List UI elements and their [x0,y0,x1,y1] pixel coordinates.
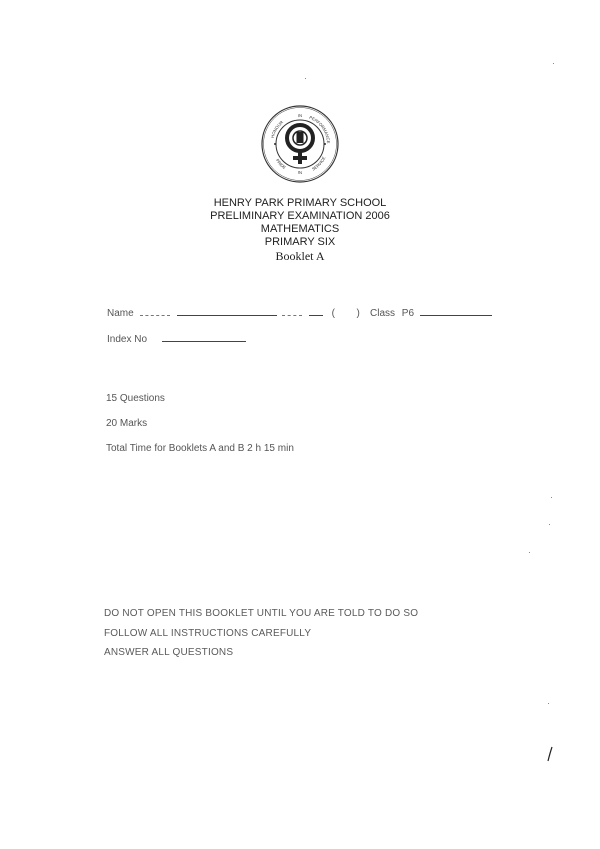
scan-speck [529,552,530,553]
instruction-follow: FOLLOW ALL INSTRUCTIONS CAREFULLY [104,628,312,639]
register-paren-close: ) [356,308,360,319]
instruction-do-not-open: DO NOT OPEN THIS BOOKLET UNTIL YOU ARE TOLD TO DO SO [104,608,419,619]
class-field [370,306,492,319]
name-field [107,306,360,319]
exam-title: PRELIMINARY EXAMINATION 2006 [210,210,390,222]
questions-count: 15 Questions [106,393,165,404]
register-paren-open: ( [331,308,335,319]
name-line-short[interactable] [140,306,170,316]
subject-title: MATHEMATICS [260,223,340,235]
svg-text:HONOUR: HONOUR [269,119,285,139]
school-crest-logo [260,104,340,184]
level-title: PRIMARY SIX [264,236,336,248]
scan-speck [549,524,550,525]
school-name: HENRY PARK PRIMARY SCHOOL [213,197,387,209]
pen-mark [546,746,554,762]
time-allowed: Total Time for Booklets A and B 2 h 15 min [106,443,294,454]
index-label: Index No [107,334,148,345]
scan-speck [548,703,549,704]
marks-total: 20 Marks [106,418,148,429]
scan-speck [553,63,554,64]
scan-speck [551,497,552,498]
svg-text:IN: IN [297,112,303,119]
svg-text:IN: IN [297,169,303,176]
name-line[interactable] [177,306,277,316]
index-line[interactable] [162,332,246,342]
name-line-tail[interactable] [282,306,302,316]
name-line-end[interactable] [309,306,323,316]
class-line[interactable] [420,306,492,316]
svg-text:PRIDE: PRIDE [274,157,287,171]
class-label: Class [370,308,396,319]
svg-text:SERVICE: SERVICE [311,155,327,172]
instruction-answer: ANSWER ALL QUESTIONS [104,647,234,658]
index-field [107,332,246,345]
booklet-title: Booklet A [275,249,325,263]
name-label: Name [107,308,134,319]
exam-header [150,197,450,263]
class-prefix: P6 [401,308,415,319]
scan-speck [305,78,306,79]
svg-text:PERFORMANCE: PERFORMANCE [308,114,332,144]
